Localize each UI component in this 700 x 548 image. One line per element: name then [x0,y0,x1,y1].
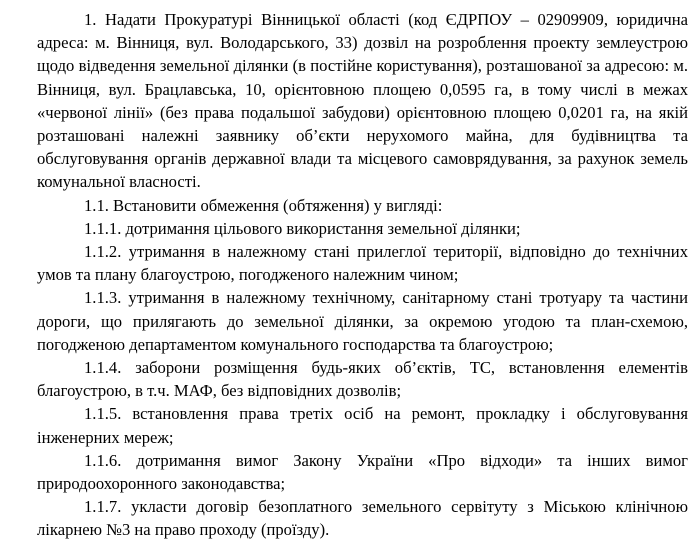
paragraph-1-1-6: 1.1.6. дотримання вимог Закону України «Про відходи» та інших вимог природоохоронного законодавства; [37,450,688,494]
paragraph-1-1-3: 1.1.3. утримання в належному технічному, санітарному стані тротуару та частини дороги, що прилягають до земельної ділянки, за окремою угодою та план-схемою, погодженою департаментом комунального господарства та благоустрою; [37,288,688,354]
paragraph-1: 1. Надати Прокуратурі Вінницької області (код ЄДРПОУ – 02909909, юридична адреса: м. Вінниця, вул. Володарського, 33) дозвіл на розроблення проекту землеустрою щодо відведення земельної ділянки (в постійне користування), розташованої за адресою: м. Вінниця, вул. Брацлавська, 10, орієнтовною площею 0,0595 га, в тому числі в межах «червоної лінії» (без права подальшої забудови) орієнтовною площею 0,0201 га, на якій розташовані належні заявнику об’єкти нерухомого майна, для будівництва та обслуговування органів державної влади та місцевого самоврядування, за рахунок земель комунальної власності. [37,10,688,192]
paragraph-1-1-2: 1.1.2. утримання в належному стані прилеглої території, відповідно до технічних умов та плану благоустрою, погодженого належним чином; [37,242,688,285]
paragraph-1-1-7: 1.1.7. укласти договір безоплатного земельного сервітуту з Міською клінічною лікарнею №3 на право проходу (проїзду). [37,497,688,540]
paragraph-1-1-5: 1.1.5. встановлення права третіх осіб на ремонт, прокладку і обслуговування інженерних мереж; [37,404,688,447]
paragraph-1-1-1: 1.1.1. дотримання цільового використання земельної ділянки; [84,218,521,238]
paragraph-1-1-4: 1.1.4. заборони розміщення будь-яких об’єктів, ТС, встановлення елементів благоустрою, в т.ч. МАФ, без відповідних дозволів; [37,358,688,401]
paragraph-1-1: 1.1. Встановити обмеження (обтяження) у вигляді: [84,195,443,215]
